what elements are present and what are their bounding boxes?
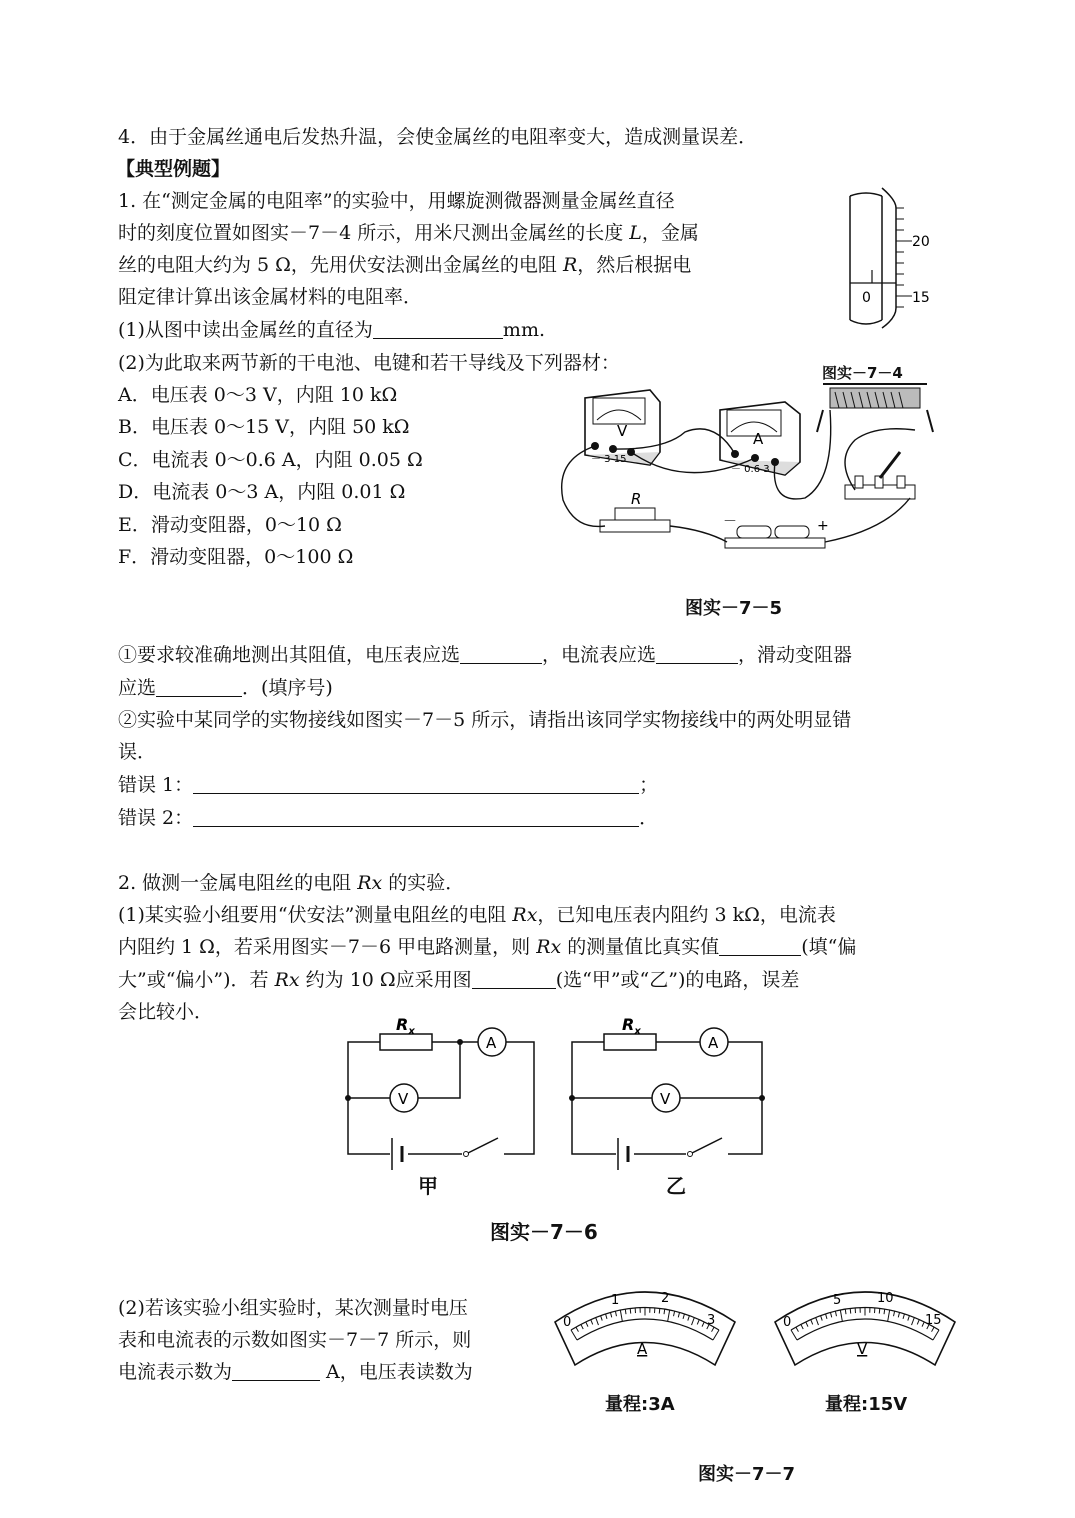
q2-line2: 内阻约 1 Ω，若采用图实－7－6 甲电路测量，则 Rx 的测量值比真实值 (填“偏 [118,932,856,962]
micrometer-figure [842,188,962,338]
dial-tick [659,1308,660,1313]
dial-tick [845,1309,846,1314]
q1-line4: 阻定律计算出该金属材料的电阻率． [118,286,423,308]
option-d: D．电流表 0～3 A，内阻 0.01 Ω [118,481,406,503]
dial-tick [630,1308,631,1313]
ammeter-tick-0: 0 [563,1315,572,1330]
q1-line3: 丝的电阻大约为 5 Ω，先用伏安法测出金属丝的电阻 R，然后根据电 [118,254,692,276]
diameter-blank[interactable] [373,316,503,339]
switch-device [845,452,915,499]
bias-blank[interactable] [719,933,801,956]
q2-title: 2. 做测一金属电阻丝的电阻 Rx 的实验． [118,872,465,894]
error2-blank[interactable] [193,804,639,827]
q2-p2-line2: 表和电流表的示数如图实－7－7 所示，则 [118,1329,472,1351]
ammeter-unit: A [637,1340,648,1358]
circuit-jia-label: 甲 [418,1174,438,1198]
yi-ammeter-letter: A [708,1034,719,1052]
rheostat-choice-blank[interactable] [156,674,242,697]
jia-rx-label: $R_x$ [396,1015,415,1037]
dial-tick [625,1309,626,1314]
wiring-figure [555,380,945,580]
voltmeter-range: 量程:15V [825,1394,908,1415]
circuit-jia [345,1015,534,1170]
circuit-yi-label: 乙 [666,1174,686,1198]
voltmeter-dial [765,1280,965,1380]
dial-tick [879,1308,880,1313]
voltmeter-letter: V [617,422,628,440]
ammeter-reading-blank[interactable] [232,1358,320,1381]
fig76-caption: 图实－7－6 [490,1220,598,1244]
q1-line2: 时的刻度位置如图实－7－4 所示，用米尺测出金属丝的长度 L，金属 [118,222,699,244]
option-b: B．电压表 0～15 V，内阻 50 kΩ [118,416,410,438]
battery-plus: + [817,518,829,534]
ammeter-tick-1: 1 [611,1293,620,1308]
q1-req1-line1: ①要求较准确地测出其阻值，电压表应选 ，电流表应选 ，滑动变阻器 [118,640,852,670]
ammeter-choice-blank[interactable] [656,641,738,664]
error1-row: 错误 1： ； [118,770,658,800]
dial-tick [884,1309,885,1314]
option-f: F．滑动变阻器，0～100 Ω [118,546,354,568]
voltmeter-device [585,390,660,465]
jia-ammeter-letter: A [486,1034,497,1052]
ammeter-terminals: － 0.6 3 [731,464,770,475]
jia-voltmeter-letter: V [398,1090,409,1108]
fig74-caption: 图实－7－4 [822,364,903,382]
voltmeter-choice-blank[interactable] [460,641,542,664]
q2-line3: 大”或“偏小”)．若 Rx 约为 10 Ω应采用图 (选“甲”或“乙”)的电路，误差 [118,965,799,995]
option-c: C．电流表 0～0.6 A，内阻 0.05 Ω [118,449,423,471]
micrometer-label-20: 20 [912,234,930,250]
battery-device [723,514,829,548]
ammeter-tick-3: 3 [707,1313,716,1328]
voltmeter-terminals: － 3 15 [591,454,627,465]
circuit-yi [569,1015,765,1170]
resistor-device [600,490,670,532]
q2-p2-line1: (2)若该实验小组实验时，某次测量时电压 [118,1297,468,1319]
q1-req2-line1: ②实验中某同学的实物接线如图实－7－5 所示，请指出该同学实物接线中的两处明显错 [118,709,852,731]
section-title: 【典型例题】 [116,158,231,180]
battery-minus: － [723,514,737,530]
q1-sub1: (1)从图中读出金属丝的直径为 mm. [118,315,545,345]
q1-sub2: (2)为此取来两节新的干电池、电键和若干导线及下列器材： [118,352,620,374]
q1-req1-line2: 应选 ．(填序号) [118,673,333,703]
error1-blank[interactable] [193,771,639,794]
ammeter-dial [545,1280,745,1380]
voltmeter-unit: V [857,1340,868,1358]
ammeter-range: 量程:3A [605,1394,675,1415]
q2-p2-line3: 电流表示数为 A，电压表读数为 [118,1357,473,1387]
yi-rx-label: $R_x$ [622,1015,641,1037]
q1-line1: 1. 在“测定金属的电阻率”的实验中，用螺旋测微器测量金属丝直径 [118,190,675,212]
fig77-caption: 图实－7－7 [698,1464,796,1485]
micrometer-label-0: 0 [862,290,871,306]
voltmeter-tick-5: 5 [833,1293,842,1308]
dial-tick [850,1308,851,1313]
ammeter-letter: A [753,430,764,448]
option-e: E．滑动变阻器，0～10 Ω [118,514,342,536]
dial-tick [664,1309,665,1314]
voltmeter-tick-0: 0 [783,1315,792,1330]
ammeter-tick-2: 2 [661,1291,670,1306]
resistor-letter: R [631,490,642,508]
option-a: A．电压表 0～3 V，内阻 10 kΩ [118,384,398,406]
q1-req2-line2: 误． [118,741,157,763]
rheostat-device [817,384,933,432]
q2-line1: (1)某实验小组要用“伏安法”测量电阻丝的电阻 Rx，已知电压表内阻约 3 kΩ，电流表 [118,904,836,926]
error2-row: 错误 2： ． [118,803,658,833]
voltmeter-tick-15: 15 [925,1313,942,1328]
ammeter-device [720,402,800,475]
q2-line4: 会比较小． [118,1001,214,1023]
circuits-figure [340,1010,790,1190]
circuit-choice-blank[interactable] [472,966,556,989]
voltmeter-tick-10: 10 [877,1291,894,1306]
micrometer-label-15: 15 [912,290,930,306]
fig75-caption: 图实－7－5 [685,598,783,619]
note-4: 4．由于金属丝通电后发热升温，会使金属丝的电阻率变大，造成测量误差． [118,126,758,148]
yi-voltmeter-letter: V [660,1090,671,1108]
